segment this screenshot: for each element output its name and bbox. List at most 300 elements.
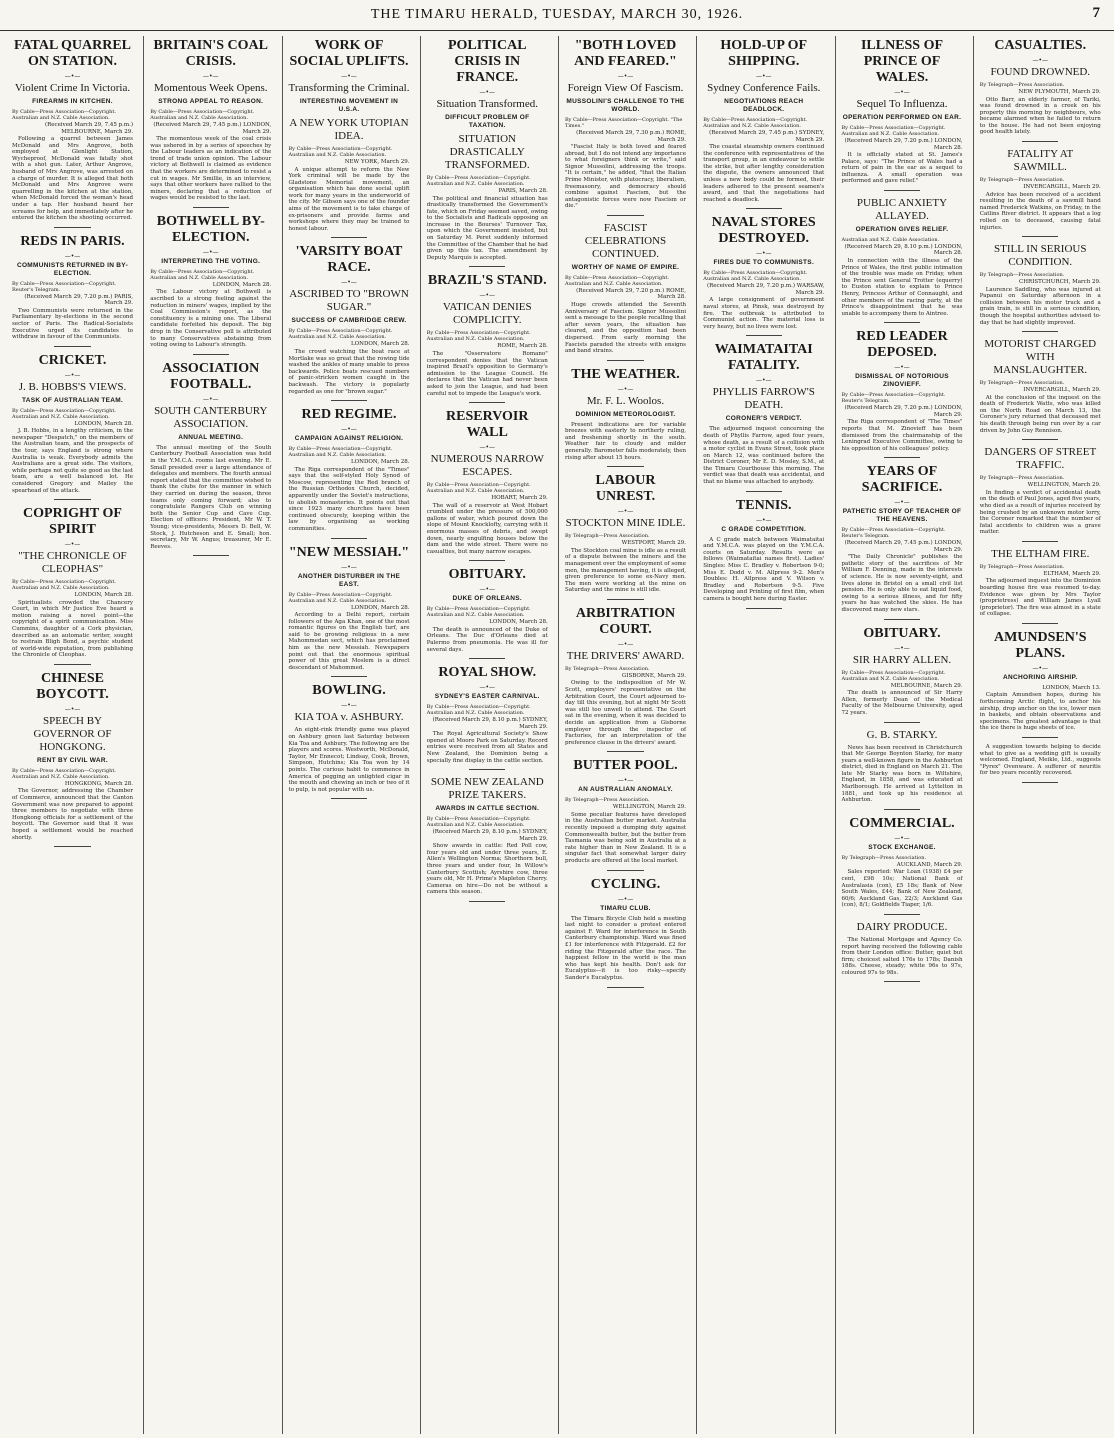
article-body: The National Mortgage and Agency Co. report having received the following cable from their London office: Butter, quiet but firm; choicest salted 176s to 178s; Danish 188s. Cheese, steady; white 96s to 97s, coloured 97s to 98s. bbox=[841, 936, 963, 976]
article-separator bbox=[331, 538, 367, 539]
article bbox=[427, 567, 548, 659]
article-subheadline: SOUTH CANTERBURY ASSOCIATION. bbox=[154, 404, 268, 430]
article bbox=[150, 38, 271, 208]
article-body: Captain Amundsen hopes, during his forthcoming Arctic flight, to anchor his airship, drop anchor on the ice, lower men in baskets, and obtain observations and specimens. The greatest advantage is that the ice there is huge sheets of ice. bbox=[979, 692, 1101, 732]
article-section-heading: MUSSOLINI'S CHALLENGE TO THE WORLD. bbox=[566, 98, 685, 113]
article-section-heading: DIFFICULT PROBLEM OF TAXATION. bbox=[445, 114, 530, 129]
article bbox=[842, 626, 963, 723]
article-body: In finding a verdict of accidental death on the death of Paul Jones, aged five years, who died as a result of injuries received by being crushed by an unknown motor lorry, the Coroner remarked that the number of fatal accidents to children was a grave matter. bbox=[979, 489, 1101, 536]
article-body: Advice has been received of a accident resulting in the death of a sawmill hand named Frederick Watkins, on Friday, in the Catlins River district. It appears that a log rolled on to deceased, causing fatal injuries. bbox=[979, 191, 1101, 231]
article-headline: REDS IN PARIS. bbox=[20, 233, 125, 249]
article-headline: COMMERCIAL. bbox=[849, 815, 955, 831]
article-credit-line: By Telegraph—Press Association. bbox=[979, 272, 1065, 279]
article-subheadline: Sydney Conference Fails. bbox=[707, 82, 821, 94]
article-separator bbox=[54, 499, 90, 500]
article-credit-line: By Cable—Press Association—Copyright. Australian and N.Z. Cable Association. bbox=[426, 482, 531, 495]
article-dateline: LONDON, March 28. bbox=[74, 592, 133, 599]
article bbox=[980, 38, 1101, 142]
article-separator bbox=[1022, 141, 1058, 142]
article-subheadline-secondary: A NEW YORK UTOPIAN IDEA. bbox=[289, 117, 409, 142]
article-body: The Royal Agricultural Society's Show opened at Moore Park on Saturday. Record entries were received from all States and New Zealand, the Dominion being a specially fine display in the cattle section. bbox=[426, 731, 548, 764]
article-subheadline: DAIRY PRODUCE. bbox=[856, 920, 948, 933]
article-dateline: ROME, March 28. bbox=[497, 343, 548, 350]
article bbox=[289, 545, 410, 678]
article-body: The Stockton coal mine is idle as a result of a dispute between the miners and the management over the employment of some men, the management having, it is alleged, given preference to some ex-Navy men. The men were working at the mine on Saturday and the mine is still idle. bbox=[565, 547, 686, 594]
article-section-heading: ANCHORING AIRSHIP. bbox=[1003, 673, 1078, 681]
article-dateline: LONDON, March 28. bbox=[489, 619, 548, 626]
article bbox=[703, 215, 824, 336]
article-separator bbox=[54, 846, 90, 847]
article-subheadline: PUBLIC ANXIETY ALLAYED. bbox=[856, 196, 948, 222]
article bbox=[565, 38, 686, 216]
headline-divider: —•— bbox=[617, 385, 634, 393]
article bbox=[289, 38, 410, 238]
article-credit-line: By Telegraph—Press Association. bbox=[979, 563, 1065, 570]
article-credit-line: By Cable—Press Association—Copyright. Australian and N.Z. Cable Association. bbox=[426, 606, 531, 619]
article-body: Owing to the indisposition of Mr W. Scott, employers' representative on the Arbitration Court, the Court adjourned to-day till this evening, but at night Mr Scott was still too unwell to attend. The Court sat in the evening, when it was decided to decide an application from a Gisborne employer through the inspector of Factories, for an interpretation of the preference clause in the drivers' award. bbox=[565, 680, 686, 746]
article-credit-line: By Cable—Press Association—Copyright. Reuter's Telegram. bbox=[12, 280, 116, 293]
article-body: Sales reported: War Loan (1938) £4 per cent, £98 10s; National Bank of Australasia (con), £5 18s; Bank of New South Wales, £44; Bank of New Zealand, 60/6; Auckland Gas, 22/3; Auckland Gas (con), 8/1; Goldfields Tiaper, 1/6. bbox=[841, 869, 963, 909]
article-separator bbox=[1022, 541, 1058, 542]
article-separator bbox=[1022, 439, 1058, 440]
article-headline: CHINESE BOYCOTT. bbox=[36, 670, 109, 702]
article bbox=[565, 877, 686, 988]
article bbox=[427, 409, 548, 561]
article-body: It is officially stated at St. James's Palace, says: "The Prince of Wales had a return of pain in the ear as a sequel to influenza. A small operation was performed and gave relief." bbox=[841, 152, 963, 185]
article-credit-line: By Cable—Press Association—Copyright. Australian and N.Z. Cable Association. bbox=[150, 109, 255, 121]
article-dateline: (Received March 29, 7.45 p.m.) SYDNEY, March 29. bbox=[709, 130, 825, 143]
headline-divider: —•— bbox=[617, 895, 634, 903]
column-6 bbox=[700, 36, 827, 1434]
article-body: The adjourned inquest concerning the death of Phyllis Farrow, aged four years, whose death, as a result of a collision with a motor cyclist in Evans Street, took place on March 12, was continued before the District Coroner, Mr E. D. Mosley, S.M., at the Timaru Courthouse this morning. The verdict was that death was accidental, and that no blame was attached to anybody. bbox=[703, 426, 825, 486]
article-separator bbox=[193, 207, 229, 208]
headline-divider: —•— bbox=[894, 364, 910, 372]
article bbox=[565, 606, 686, 752]
article-credit-line: By Cable—Press Association—Copyright. Australian and N.Z. Cable Association. bbox=[288, 146, 393, 158]
article-separator bbox=[54, 664, 90, 665]
article-subheadline: Foreign View Of Fascism. bbox=[567, 82, 684, 94]
article bbox=[980, 630, 1101, 738]
article-section-heading: STOCK EXCHANGE. bbox=[868, 843, 936, 851]
article-credit-line: By Cable—Press Association—Copyright. Australian and N.Z. Cable Association. bbox=[12, 109, 116, 121]
article-separator bbox=[469, 560, 505, 561]
article-dateline: LONDON, March 28. bbox=[212, 281, 272, 288]
article-separator bbox=[469, 769, 505, 770]
column-rule bbox=[420, 36, 421, 1434]
article-dateline: HONGKONG, March 28. bbox=[64, 780, 133, 787]
article-credit-line: By Cable—Press Association—Copyright. "The Times." bbox=[565, 117, 683, 129]
headline-divider: —•— bbox=[617, 640, 634, 648]
article-separator bbox=[607, 215, 643, 216]
article-credit-line: By Telegraph—Press Association. bbox=[565, 533, 650, 540]
article-dateline: HOBART, March 29. bbox=[491, 495, 548, 502]
headline-divider: —•— bbox=[479, 444, 496, 452]
article-section-heading: DISMISSAL OF NOTORIOUS ZINOVIEFF. bbox=[855, 373, 949, 389]
masthead-title: THE TIMARU HERALD, TUESDAY, MARCH 30, 1926. bbox=[370, 7, 744, 22]
article-separator bbox=[193, 555, 229, 556]
article-subheadline: SOME NEW ZEALAND PRIZE TAKERS. bbox=[430, 776, 544, 802]
article-dateline: ELTHAM, March 29. bbox=[1043, 570, 1101, 577]
article-credit-line: By Cable—Press Association—Copyright. Reuter's Telegram. bbox=[841, 527, 946, 540]
article-body: An eight-rink friendly game was played on Ashbury green last Saturday between Kia Toa and Ashbury. The following are the players and scores. Westworth, McDonald, Taylor, Mr Ennecot; Lindsay, Cook, Brown, Simpson, Hutchins; Kia Toa won by 14 points. The curious habit to commence in America of pegging an unlighted cigar in the mouth and chewing an inch or two of it to pulp, is not popular with us. bbox=[288, 727, 410, 793]
article-headline: CYCLING. bbox=[590, 876, 661, 892]
article-headline: BUTTER POOL. bbox=[573, 758, 678, 774]
article-separator bbox=[884, 190, 920, 191]
article-credit-line: By Telegraph—Press Association. bbox=[979, 82, 1065, 88]
article-headline: ASSOCIATION FOOTBALL. bbox=[162, 360, 260, 392]
column-rule bbox=[143, 36, 144, 1434]
article-separator bbox=[469, 658, 505, 659]
article-headline: OBITUARY. bbox=[863, 625, 941, 641]
article-headline: RED REGIME. bbox=[301, 407, 397, 423]
article-section-heading: FIREARMS IN KITCHEN. bbox=[32, 98, 113, 105]
article bbox=[289, 683, 410, 799]
article-section-heading: C GRADE COMPETITION. bbox=[721, 525, 807, 533]
article bbox=[842, 816, 963, 915]
article-body: Two Communists were returned in the Parliamentary by-elections in the second sector of Paris. The Radical-Socialists Executive urged its candidates to withdraw in favour of the Communists. bbox=[12, 307, 133, 341]
article-body: The Riga correspondent of "The Times" reports that M. Zinovieff has been dismissed from the chairmanship of the Leningrad Executive Committee, owing to his opposition of his colleagues' policy. bbox=[841, 419, 963, 452]
article-body: A suggestion towards helping to decide what to give as a wedding gift is usually welcomed. England, Meikle, Ltd., suggests "Pyrex" Ovenware. A sufferer of neuritis for two years recently recovered. bbox=[979, 744, 1101, 777]
headline-divider: —•— bbox=[1032, 664, 1049, 672]
article-dateline: (Received March 29, 8.10 p.m.) SYDNEY, March 29. bbox=[432, 829, 548, 842]
article-credit-line: By Cable—Press Association—Copyright. Australian and N.Z. Cable Association. bbox=[288, 328, 393, 341]
headline-divider: —•— bbox=[64, 252, 81, 260]
article-section-heading: COMMUNISTS RETURNED IN BY-ELECTION. bbox=[16, 261, 129, 277]
headline-divider: —•— bbox=[64, 541, 81, 549]
article bbox=[150, 214, 271, 355]
article bbox=[980, 338, 1101, 440]
article-dateline: AUCKLAND, March 29. bbox=[896, 861, 963, 868]
article-subheadline: DANGERS OF STREET TRAFFIC. bbox=[984, 446, 1097, 472]
headline-divider: —•— bbox=[1032, 57, 1049, 64]
article bbox=[427, 665, 548, 770]
article-body: A large consignment of government naval stores, at Pinsk, was destroyed by fire. The outbreak is attributed to Communist action. The material loss is very heavy, but no lives were lost. bbox=[703, 297, 825, 330]
article-dateline: (Received March 29, 7.20 p.m.) ROME, March 28. bbox=[576, 287, 686, 301]
article-body: A C grade match between Waimataitai and Y.M.C.A. was played on the Y.M.C.A. courts on Saturday. Results were as follows (Waimataitai names first). Ladies' Singles: Miss C. Bradley v. Robertson 9-0; Miss E. Dodd v. M. Allpress 9-2. Men's Doubles: H. Allpress and V. Wilson v. Bradley and Robertson 9-5. Five Developing and Printing of first film, when camera is bought here during Easter. bbox=[703, 536, 825, 602]
article-section-heading: INTERPRETING THE VOTING. bbox=[161, 257, 261, 265]
article-body: "The Daily Chronicle" publishes the pathetic story of the sacrifices of Mr William F. Denning, made in the interests of science. He is now seventy-eight, and lives alone in Bristol on a small civil list pension. He is only able to eat liquid food, owing to a serious illness, and for fifty years he has watched the skies. He has discovered many new stars. bbox=[841, 554, 963, 614]
article-section-heading: TIMARU CLUB. bbox=[600, 904, 651, 912]
article-section-heading: WORTHY OF NAME OF EMPIRE. bbox=[571, 263, 680, 271]
newspaper-columns bbox=[4, 36, 1110, 1434]
article bbox=[980, 548, 1101, 624]
article-separator bbox=[331, 676, 367, 677]
article bbox=[12, 506, 133, 665]
article-separator bbox=[607, 466, 643, 467]
article-section-heading: PATHETIC STORY OF TEACHER OF THE HEAVENS. bbox=[842, 508, 962, 524]
article bbox=[842, 38, 963, 191]
article-separator bbox=[884, 981, 920, 982]
article-body: The momentous week of the coal crisis was ushered in by a series of speeches by the Labour leaders as an indication of the trend of trade union opinion. The Labour victory at Bothwell is claimed as evidence that the workers are determined to resist a cut in wages. Mr Smillie, in an interview, says that other workers have rallied to the miners, declaring that a reduction of wages would be resisted to the last. bbox=[150, 136, 272, 202]
article-dateline: MELBOURNE, March 29. bbox=[890, 682, 963, 689]
article bbox=[289, 244, 410, 401]
article bbox=[12, 234, 133, 347]
article-headline: BRAZIL'S STAND. bbox=[427, 273, 547, 289]
article-body: Otto Barr, an elderly farmer, of Tariki, was found drowned in a creek on his property this morning by neighbours, who became alarmed when he failed to return to the house. He had not been enjoying good health lately. bbox=[979, 96, 1101, 136]
headline-divider: —•— bbox=[479, 586, 496, 594]
article-section-heading: CAMPAIGN AGAINST RELIGION. bbox=[294, 435, 404, 443]
article-credit-line: By Cable—Press Association—Copyright. Australian and N.Z. Cable Association. bbox=[426, 816, 531, 829]
headline-divider: —•— bbox=[341, 279, 357, 287]
headline-divider: —•— bbox=[894, 89, 910, 96]
article-credit-line: By Cable—Press Association—Copyright. Australian and N.Z. Cable Association. bbox=[841, 669, 946, 682]
article-body: The annual meeting of the South Canterbury Football Association was held in the Y.M.C.A. rooms last evening. Mr E. Small presided over a large attendance of delegates and members. The fourth annual report stated that the committee wished to thank the clubs for the manner in which they carried on during the season, three teams only coming forward; also to congratulate Rangers Club on winning both the Senior Cup and Cave Cup. Election of officers: President, Mr W. T. Young; vice-presidents, Messrs D. Bell, W. Stock, J. Hutcheson and E. Small; hon. secretary, Mr W. Angus; treasurer, Mr E. Reeves. bbox=[150, 444, 272, 550]
article-dateline: (Received March 29, 7.45 p.m.) LONDON, March 29. bbox=[153, 122, 272, 135]
headline-divider: —•— bbox=[341, 426, 357, 434]
article-credit-line: By Cable—Press Association—Copyright. Australian and N.Z. Cable Association. bbox=[288, 446, 393, 459]
article-section-heading: INTERESTING MOVEMENT IN U.S.A. bbox=[299, 98, 399, 113]
article-body: Spiritualists crowded the Chancery Court, in which Mr Justice Eve heard a motion raising a novel point—the copyright of a spirit communication. Miss Cummins, daughter of a Cork physician, described as an automatic writer, sought to restrain Bligh Bond, a psychic student of world-wide reputation, from publishing the Chronicle of Cleophas. bbox=[12, 599, 133, 659]
article-dateline: LONDON, March 28. bbox=[74, 420, 133, 427]
article-headline: HOLD-UP OF SHIPPING. bbox=[720, 38, 808, 69]
article-section-heading: OPERATION GIVES RELIEF. bbox=[855, 225, 949, 233]
article bbox=[427, 273, 548, 403]
article-separator bbox=[1022, 236, 1058, 237]
article-body: Huge crowds attended the Seventh Anniversary of Fascism. Signor Mussolini sent a message to the people recalling that after seven years, the situation has cleared, and the opposition had been dispersed. From early morning the Fascists paraded the streets with ensigns and band strains. bbox=[565, 301, 686, 355]
article-credit-line: By Cable—Press Association—Copyright. Australian and N.Z. Cable Association. bbox=[426, 704, 531, 717]
article-separator bbox=[884, 914, 920, 915]
article-body: Laurence Saddling, who was injured at Papanui on Saturday afternoon in a collision between his motor truck and a grain train, is still in a serious condition, though the hospital authorities advised to-day that he had slightly improved. bbox=[979, 286, 1101, 326]
article-dateline: LONDON, March 28. bbox=[350, 341, 410, 348]
article-separator bbox=[331, 237, 367, 238]
article-dateline: LONDON, March 28. bbox=[350, 604, 410, 611]
article bbox=[842, 921, 963, 983]
article-credit-line: Australian and N.Z. Cable Association. bbox=[841, 236, 940, 243]
headline-divider: —•— bbox=[617, 777, 634, 785]
article-dateline: WELLINGTON, March 29. bbox=[1027, 482, 1101, 489]
article-separator bbox=[607, 360, 643, 361]
article-body: The wall of a reservoir at West Hobart crumbled under the pressure of 500,000 gallons of water, which poured down the slope of Mount Knocklofty, carrying with it enormous masses of debris, and swept down, nearly engulfing houses below the dam and the wide street. There were no casualties, but many narrow escapes. bbox=[426, 502, 548, 555]
article-dateline: (Received March 29, 8.10 p.m.) SYDNEY, March 29. bbox=[432, 717, 548, 730]
article-subheadline: THE DRIVERS' AWARD. bbox=[566, 649, 685, 662]
article-credit-line: By Cable—Press Association—Copyright. Australian and N.Z. Cable Association. bbox=[841, 125, 946, 137]
article-separator bbox=[884, 457, 920, 458]
article-subheadline: Transforming the Criminal. bbox=[288, 82, 410, 94]
article-body: News has been received in Christchurch that Mr George Boynton Starky, for many years a well-known figure in the Ashburton district, died in England on March 21. The late Mr Starky was born in Wiltshire, England, in 1858, and was educated at Marlborough. He arrived at Lyttelton in 1881, and took up his residence at Ashburton. bbox=[841, 744, 963, 804]
article-headline: LABOUR UNREST. bbox=[595, 473, 656, 505]
article-body: The Riga correspondent of the "Times" says that the self-styled Holy Synod of Moscow, representing the Red branch of the Russian Orthodox Church, decided, apparently under the Soviet's instructions, to abolish monasteries. It points out that since 1923 many churches have been continued obscurely, keeping within the law by organising as working communities. bbox=[288, 466, 410, 532]
article-credit-line: By Cable—Press Association—Copyright. Australian and N.Z. Cable Association. bbox=[12, 407, 116, 420]
article-separator bbox=[746, 608, 782, 609]
column-7 bbox=[839, 36, 966, 1434]
article-dateline: (Received March 29, 7.30 p.m.) ROME, March 29. bbox=[576, 130, 686, 143]
article-body: The "Osservatore Romano" correspondent denies that the Vatican inspired Brazil's opposition to Germany's admission to the League Council. He declares that the Vatican had never been asked to join the League, and had been careful not to impede the League's work. bbox=[426, 350, 548, 397]
article-separator bbox=[884, 619, 920, 620]
article-subheadline: Violent Crime In Victoria. bbox=[14, 82, 131, 94]
article bbox=[289, 407, 410, 538]
article-headline: WAIMATAITAI FATALITY. bbox=[714, 342, 813, 374]
article bbox=[565, 222, 686, 361]
column-rule bbox=[835, 36, 836, 1434]
article-separator bbox=[1022, 623, 1058, 624]
article-subheadline: PHYLLIS FARROW'S DEATH. bbox=[712, 386, 815, 412]
headline-divider: —•— bbox=[64, 73, 81, 80]
article-body: The death is announced of Sir Harry Allen, formerly Dean of the Medical Faculty of the Melbourne University, aged 72 years. bbox=[841, 690, 963, 716]
article-headline: CASUALTIES. bbox=[994, 38, 1087, 53]
article-credit-line: By Cable—Press Association—Copyright. Australian and N.Z. Cable Association. bbox=[426, 330, 531, 343]
article-subheadline: FOUND DROWNED. bbox=[990, 66, 1091, 78]
article-credit-line: By Cable—Press Association—Copyright. Australian and N.Z. Cable Association. bbox=[12, 579, 116, 592]
article-headline: POLITICAL CRISIS IN FRANCE. bbox=[447, 38, 527, 85]
article-separator bbox=[1022, 782, 1058, 783]
article-headline: "NEW MESSIAH." bbox=[288, 544, 410, 560]
article-body: The death is announced of the Duke of Orleans. The Duc d'Orleans died at Palermo from pneumonia. He was ill for several days. bbox=[426, 626, 548, 653]
article-section-heading: AN AUSTRALIAN ANOMALY. bbox=[578, 786, 673, 794]
article-separator bbox=[607, 987, 643, 988]
article-section-heading: ANNUAL MEETING. bbox=[178, 433, 244, 441]
article-credit-line: By Telegraph—Press Association. bbox=[979, 177, 1065, 184]
article-dateline: LONDON, March 28. bbox=[350, 459, 410, 466]
article-dateline: (Received March 29, 7.20 p.m.) PARIS, March 29. bbox=[24, 293, 133, 307]
article-credit-line: By Cable—Press Association—Copyright. Australian and N.Z. Cable Association. bbox=[12, 767, 116, 780]
headline-divider: —•— bbox=[617, 508, 634, 516]
article-headline: BOWLING. bbox=[312, 683, 386, 699]
article-separator bbox=[884, 809, 920, 810]
article bbox=[842, 729, 963, 810]
article-credit-line: By Telegraph—Press Association. bbox=[979, 380, 1065, 387]
article-subheadline: Momentous Week Opens. bbox=[154, 82, 268, 94]
article-credit-line: By Telegraph—Press Association. bbox=[979, 475, 1065, 482]
article bbox=[565, 473, 686, 600]
article-body: The Labour victory at Bothwell is ascribed to a strong feeling against the reduction in miners' wages, implied by the Coal Commission's report, as the constituency is a mining one. The Liberal candidate forfeited his deposit. The big drop in the Conservative poll is attributed to many Conservatives abstaining from voting owing to Labour's strength. bbox=[150, 289, 272, 349]
article-section-heading: SUCCESS OF CAMBRIDGE CREW. bbox=[291, 317, 407, 325]
newspaper-masthead bbox=[0, 0, 1114, 31]
article-dateline: WELLINGTON, March 29. bbox=[612, 804, 686, 811]
article-dateline: (Received March 29, 8.10 p.m.) LONDON, March 28. bbox=[844, 243, 963, 257]
article-headline: FATAL QUARREL ON STATION. bbox=[13, 38, 132, 69]
article-headline: ILLNESS OF PRINCE OF WALES. bbox=[860, 38, 944, 85]
article-headline: YEARS OF SACRIFICE. bbox=[861, 464, 943, 496]
article-section-heading: FIRES DUE TO COMMUNISTS. bbox=[713, 259, 815, 267]
article-section-heading: NEGOTIATIONS REACH DEADLOCK. bbox=[724, 98, 804, 113]
article-section-heading: SYDNEY'S EASTER CARNIVAL. bbox=[434, 693, 540, 701]
article-headline: AMUNDSEN'S PLANS. bbox=[993, 629, 1087, 661]
article-credit-line: By Cable—Press Association—Copyright. Reuter's Telegram. bbox=[841, 392, 946, 405]
article-headline: BRITAIN'S COAL CRISIS. bbox=[153, 38, 268, 69]
article-separator bbox=[54, 227, 90, 228]
headline-divider: —•— bbox=[64, 705, 81, 713]
article-separator bbox=[607, 751, 643, 752]
article-subheadline: SPEECH BY GOVERNOR OF HONGKONG. bbox=[33, 714, 112, 753]
article bbox=[12, 38, 133, 228]
article bbox=[980, 148, 1101, 237]
article-headline: THE WEATHER. bbox=[571, 366, 680, 382]
article-headline: BOTHWELL BY-ELECTION. bbox=[156, 213, 265, 245]
article-body: According to a Delhi report, certain followers of the Aga Khan, one of the most romantic figures on the English turf, are said to be growing religious in a new Mahommedan sect, which has proclaimed him as the new Messiah. Newspapers point out that the enormous spiritual power of this great Moslem is a direct descendant of Mahommed. bbox=[288, 612, 410, 671]
article-credit-line: By Cable—Press Association—Copyright. Australian and N.Z. Cable Association. bbox=[288, 591, 393, 604]
article-body: The coastal steamship owners continued the conference with representatives of the transport group, in an endeavour to settle the strike, but after lengthy consideration the dispute, the owners announced that unless a new body could be formed, their leaders adhered to the present seamen's award, and that the negotiations had reached a deadlock. bbox=[703, 144, 825, 203]
headline-divider: —•— bbox=[617, 73, 634, 80]
headline-divider: —•— bbox=[894, 499, 910, 507]
article-dateline: (Received March 29, 7.45 p.m.) LONDON, March 29. bbox=[844, 540, 963, 553]
article bbox=[980, 243, 1101, 332]
article-body: Following a quarrel between James McDonald and Mrs Angrove, both employed at Glenlight Station, Wycheproof, McDonald was fatally shot with a shot gun. Later, Arthur Angrove, husband of Mrs Angrove, was arrested on a charge of murder. It is alleged that both McDonald and Mrs Angrove were quarrelling in the kitchen at the station, when McDonald forced the woman's head under a tap. Her husband heard her screams for help, and immediately after he entered the kitchen the shooting occurred. bbox=[12, 136, 133, 222]
column-4 bbox=[424, 36, 551, 1434]
article-separator bbox=[1022, 737, 1058, 738]
article-headline: ARBITRATION COURT. bbox=[575, 605, 676, 637]
article-headline: COPRIGHT OF SPIRIT bbox=[23, 506, 122, 538]
article-separator bbox=[469, 901, 505, 902]
article-body: The adjourned inquest into the Dominion boarding house fire was resumed to-day. Evidence was given by Mrs Taylor (proprietress) and William James Lyall (proprietor). The fire was almost in a state of collapse. bbox=[979, 578, 1101, 618]
article-separator bbox=[607, 870, 643, 871]
article-separator bbox=[469, 266, 505, 267]
article-body: Show awards in cattle: Red Poll cow, four years old and under three years, E. Allen's Wellington Norma; Shorthorn bull, three years and under four, In Willow's Canterbury Scottish; Ayrshire cow, three years old, Mr H. Prime's Mapleton Cherry. Cameras on hire—Do not be without a camera this season. bbox=[426, 843, 548, 896]
article bbox=[703, 342, 824, 491]
article-section-heading: STRONG APPEAL TO REASON. bbox=[158, 98, 264, 105]
article-separator bbox=[746, 491, 782, 492]
column-2 bbox=[147, 36, 274, 1434]
article bbox=[150, 361, 271, 557]
page-number: 7 bbox=[1092, 5, 1100, 21]
article-dateline: CHRISTCHURCH, March 29. bbox=[1019, 279, 1101, 286]
article bbox=[12, 671, 133, 847]
article-dateline: NEW YORK, March 29. bbox=[344, 159, 410, 165]
article-subheadline: KIA TOA v. ASHBURY. bbox=[294, 711, 404, 724]
article-headline: RESERVOIR WALL bbox=[446, 409, 529, 441]
headline-divider: —•— bbox=[479, 684, 496, 692]
headline-divider: —•— bbox=[755, 377, 772, 385]
article-section-heading: TASK OF AUSTRALIAN TEAM. bbox=[21, 396, 124, 404]
article-separator bbox=[331, 798, 367, 799]
article bbox=[980, 446, 1101, 542]
article-body: At the conclusion of the inquest on the death of Frederick Watts, who was killed on the North Road on March 13, the Coroner's jury returned that deceased met his death through being run over by a car driven by John Guy Rennison. bbox=[979, 394, 1101, 434]
article-subheadline: Sequel To Influenza. bbox=[856, 98, 948, 110]
article-subheadline: J. B. HOBBS'S VIEWS. bbox=[18, 380, 127, 393]
headline-divider: —•— bbox=[341, 702, 357, 710]
headline-divider: —•— bbox=[202, 248, 219, 256]
headline-divider: —•— bbox=[341, 563, 357, 571]
article-body: The Timaru Bicycle Club held a meeting last night to consider a protest entered against F. Ward for interference in South Canterbury championship. Ward was fined £1 for interference with Fitzgerald. £2 for riding the Fitzgerald after the race. The happiest fellow in the world is the man who has kept his health. Don't ask for Eucalyptus—it is too risky—specify Sander's Eucalyptus. bbox=[565, 915, 686, 981]
article-body: Present indications are for variable breezes with easterly to northerly ruling, and freshening shortly in the south. Weather fair to cloudy and milder generally. Barometer falls moderately, then rising after about 15 hours. bbox=[565, 421, 686, 461]
article-separator bbox=[54, 346, 90, 347]
article-section-heading: DOMINION METEOROLOGIST. bbox=[575, 410, 676, 418]
article-headline: 'VARSITY BOAT RACE. bbox=[295, 244, 403, 276]
article-subheadline: STOCKTON MINE IDLE. bbox=[565, 517, 686, 530]
article-subheadline: VATICAN DENIES COMPLICITY. bbox=[442, 301, 532, 327]
column-1 bbox=[9, 36, 136, 1434]
article-section-heading: ANOTHER DISTURBER IN THE EAST. bbox=[297, 572, 401, 588]
article-subheadline: THE ELTHAM FIRE. bbox=[991, 547, 1090, 560]
article-dateline: INVERCARGILL, March 29. bbox=[1023, 387, 1101, 394]
headline-divider: —•— bbox=[755, 73, 772, 80]
column-rule bbox=[696, 36, 697, 1434]
article-credit-line: By Cable—Press Association—Copyright. Australian and N.Z. Cable Association. bbox=[565, 274, 669, 287]
article-section-heading: AWARDS IN CATTLE SECTION. bbox=[435, 805, 540, 813]
headline-divider: —•— bbox=[202, 73, 219, 80]
article-section-heading: OPERATION PERFORMED ON EAR. bbox=[842, 114, 962, 121]
article-subheadline: SIR HARRY ALLEN. bbox=[852, 653, 952, 666]
headline-divider: —•— bbox=[894, 834, 910, 842]
column-rule bbox=[558, 36, 559, 1434]
headline-divider: —•— bbox=[479, 89, 496, 96]
article-headline: WORK OF SOCIAL UPLIFTS. bbox=[289, 38, 409, 69]
article-body: The crowd watching the boat race at Mortlake was so great that the rowing tide washed the ankles of many unable to press backwards. Police boats rescued numbers of panic-stricken women caught in the backwash. The victory is popularly regarded as one for "brown sugar." bbox=[288, 348, 410, 395]
article-section-heading: CORONER'S VERDICT. bbox=[725, 415, 802, 423]
article-separator bbox=[193, 354, 229, 355]
article-dateline: WESTPORT, March 29. bbox=[621, 540, 686, 547]
article-separator bbox=[607, 599, 643, 600]
article-headline: CRICKET. bbox=[38, 352, 107, 368]
headline-divider: —•— bbox=[479, 292, 496, 300]
article bbox=[427, 38, 548, 267]
headline-divider: —•— bbox=[64, 371, 81, 379]
article-subheadline: G. B. STARKY. bbox=[866, 728, 938, 741]
article bbox=[565, 367, 686, 468]
article-subheadline-secondary: SITUATION DRASTICALLY TRANSFORMED. bbox=[444, 133, 530, 171]
article-subheadline: "THE CHRONICLE OF CLEOPHAS" bbox=[18, 550, 127, 576]
article-credit-line: By Cable—Press Association—Copyright. Australian and N.Z. Cable Association. bbox=[150, 268, 255, 281]
article-separator bbox=[746, 208, 782, 209]
